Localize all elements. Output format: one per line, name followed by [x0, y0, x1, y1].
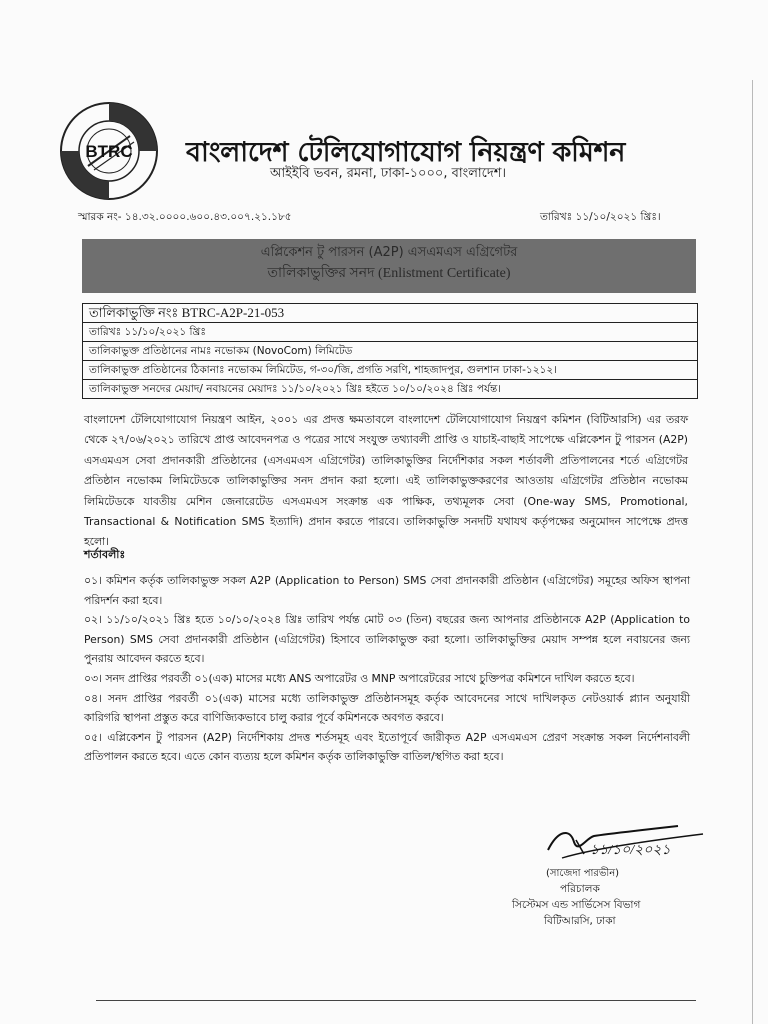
- footer-rule: [96, 1000, 696, 1001]
- condition-item: ০৫। এপ্লিকেশন টু পারসন (A2P) নির্দেশিকায় প্রদত্ত শর্তসমূহ এবং ইতোপূর্বে জারীকৃত A2P এসএমএস প্রেরণ সংক্রান্ত সকল নির্দেশনাবলী প্রতিপালন করতে হবে। এতে কোন ব্যত্যয় হলে কমিশন কর্তৃক তালিকাভুক্তি বাতিল/স্থগিত করা হবে।: [84, 730, 690, 764]
- condition-item: ০২। ১১/১০/২০২১ খ্রিঃ হতে ১০/১০/২০২৪ খ্রিঃ তারিখ পর্যন্ত মোট ০৩ (তিন) বছরের জন্য আপনার প্রতিষ্ঠানকে A2P (Application to Person) SMS সেবা প্রদানকারী প্রতিষ্ঠান (এগ্রিগেটর) হিসাবে তালিকাভুক্ত করা হলো। তালিকাভুক্তির মেয়াদ সম্পন্ন হলে নবায়নের জন্য পুনরায় আবেদন করতে হবে।: [84, 613, 690, 666]
- conditions-list: [84, 571, 690, 767]
- page-edge-line: [752, 80, 753, 1024]
- signatory-title: পরিচালক: [560, 883, 600, 895]
- signatory-organization: বিটিআরসি, ঢাকা: [544, 915, 616, 927]
- signatory-name: (সাজেদা পারভীন): [546, 868, 620, 879]
- condition-item: ০৪। সনদ প্রাপ্তির পরবর্তী ০১(এক) মাসের মধ্যে তালিকাভুক্ত প্রতিষ্ঠানসমূহ কর্তৃক আবেদনের সাথে দাখিলকৃত নেটওয়ার্ক প্ল্যান অনুযায়ী কারিগরি স্থাপনা প্রস্তুত করে বাণিজ্যিকভাবে চালু করার পূর্বে কমিশনকে অবগত করবে।: [84, 691, 690, 725]
- certificate-title-banner: [82, 239, 696, 293]
- memo-reference: স্মারক নং- ১৪.৩২.০০০০.৬০০.৪৩.০০৭.২১.১৮৫: [78, 211, 292, 223]
- memo-date: তারিখঃ ১১/১০/২০২১ খ্রিঃ।: [540, 211, 661, 223]
- organization-address: আইইবি ভবন, রমনা, ঢাকা-১০০০, বাংলাদেশ।: [270, 166, 507, 181]
- info-row-date: তারিখঃ ১১/১০/২০২১ খ্রিঃ: [83, 323, 697, 342]
- info-row-enlistment-no: তালিকাভুক্তি নংঃ BTRC-A2P-21-053: [83, 304, 697, 323]
- banner-line-2: তালিকাভুক্তির সনদ (Enlistment Certificate): [267, 266, 511, 281]
- signature-date: ১১/১০/২০২১: [590, 843, 671, 858]
- info-row-company-name: তালিকাভুক্ত প্রতিষ্ঠানের নামঃ নভোকম (NovoCom) লিমিটেড: [83, 342, 697, 361]
- signatory-department: সিস্টেমস এন্ড সার্ভিসেস বিভাগ: [512, 899, 641, 911]
- condition-item: ০৩। সনদ প্রাপ্তির পরবর্তী ০১(এক) মাসের মধ্যে ANS অপারেটর ও MNP অপারেটরের সাথে চুক্তিপত্র কমিশনে দাখিল করতে হবে।: [84, 671, 635, 685]
- banner-line-1: এপ্লিকেশন টু পারসন (A2P) এসএমএস এগ্রিগেটর: [260, 245, 518, 260]
- svg-text:BTRC: BTRC: [85, 142, 133, 161]
- info-row-company-address: তালিকাভুক্ত প্রতিষ্ঠানের ঠিকানাঃ নভোকম লিমিটেড, গ-৩০/জি, প্রগতি সরণি, শাহজাদপুর, গুলশান ঢাকা-১২১২।: [83, 361, 697, 380]
- condition-item: ০১। কমিশন কর্তৃক তালিকাভুক্ত সকল A2P (Application to Person) SMS সেবা প্রদানকারী প্রতিষ্ঠান (এগ্রিগেটর) সমূহের অফিস স্থাপনা পরিদর্শন করা হবে।: [84, 574, 690, 607]
- certificate-info-table: [82, 303, 698, 399]
- certificate-body-paragraph: বাংলাদেশ টেলিযোগাযোগ নিয়ন্ত্রণ আইন, ২০০১ এর প্রদত্ত ক্ষমতাবলে বাংলাদেশ টেলিযোগাযোগ নিয়ন্ত্রণ কমিশন (বিটিআরসি) এর তরফ থেকে ২৭/০৬/২০২১ তারিখে প্রাপ্ত আবেদনপত্র ও পত্রের সাথে সংযুক্ত তথ্যাবলী প্রাপ্তি ও যাচাই-বাছাই সাপেক্ষে এপ্লিকেশন টু পারসন (A2P) এসএমএস সেবা প্রদানকারী প্রতিষ্ঠানের (এসএমএস এগ্রিগেটর) তালিকাভুক্তির নির্দেশিকার সকল শর্তাবলী প্রতিপালনের শর্তে এগ্রিগেটর প্রতিষ্ঠান নভোকম লিমিটেডকে তালিকাভুক্তির সনদ প্রদান করা হলো। এই তালিকাভুক্তকরণের আওতায় এগ্রিগেটর প্রতিষ্ঠান নভোকম লিমিটেডকে যাবতীয় মেশিন জেনারেটেড এসএমএস সংক্রান্ত এক পাক্ষিক, তথ্যমূলক সেবা (One-way SMS, Promotional, Transactional & Notification SMS ইত্যাদি) প্রদান করতে পারবে। তালিকাভুক্তি সনদটি যথাযথ কর্তৃপক্ষের অনুমোদন সাপেক্ষে প্রদত্ত হলো।: [84, 413, 688, 549]
- btrc-logo: [58, 100, 160, 202]
- conditions-heading: শর্তাবলীঃ: [84, 548, 126, 561]
- info-row-validity: তালিকাভুক্ত সনদের মেয়াদ/ নবায়নের মেয়াদঃ ১১/১০/২০২১ খ্রিঃ হইতে ১০/১০/২০২৪ খ্রিঃ পর্যন্ত।: [89, 383, 502, 395]
- organization-name: বাংলাদেশ টেলিযোগাযোগ নিয়ন্ত্রণ কমিশন: [186, 137, 626, 168]
